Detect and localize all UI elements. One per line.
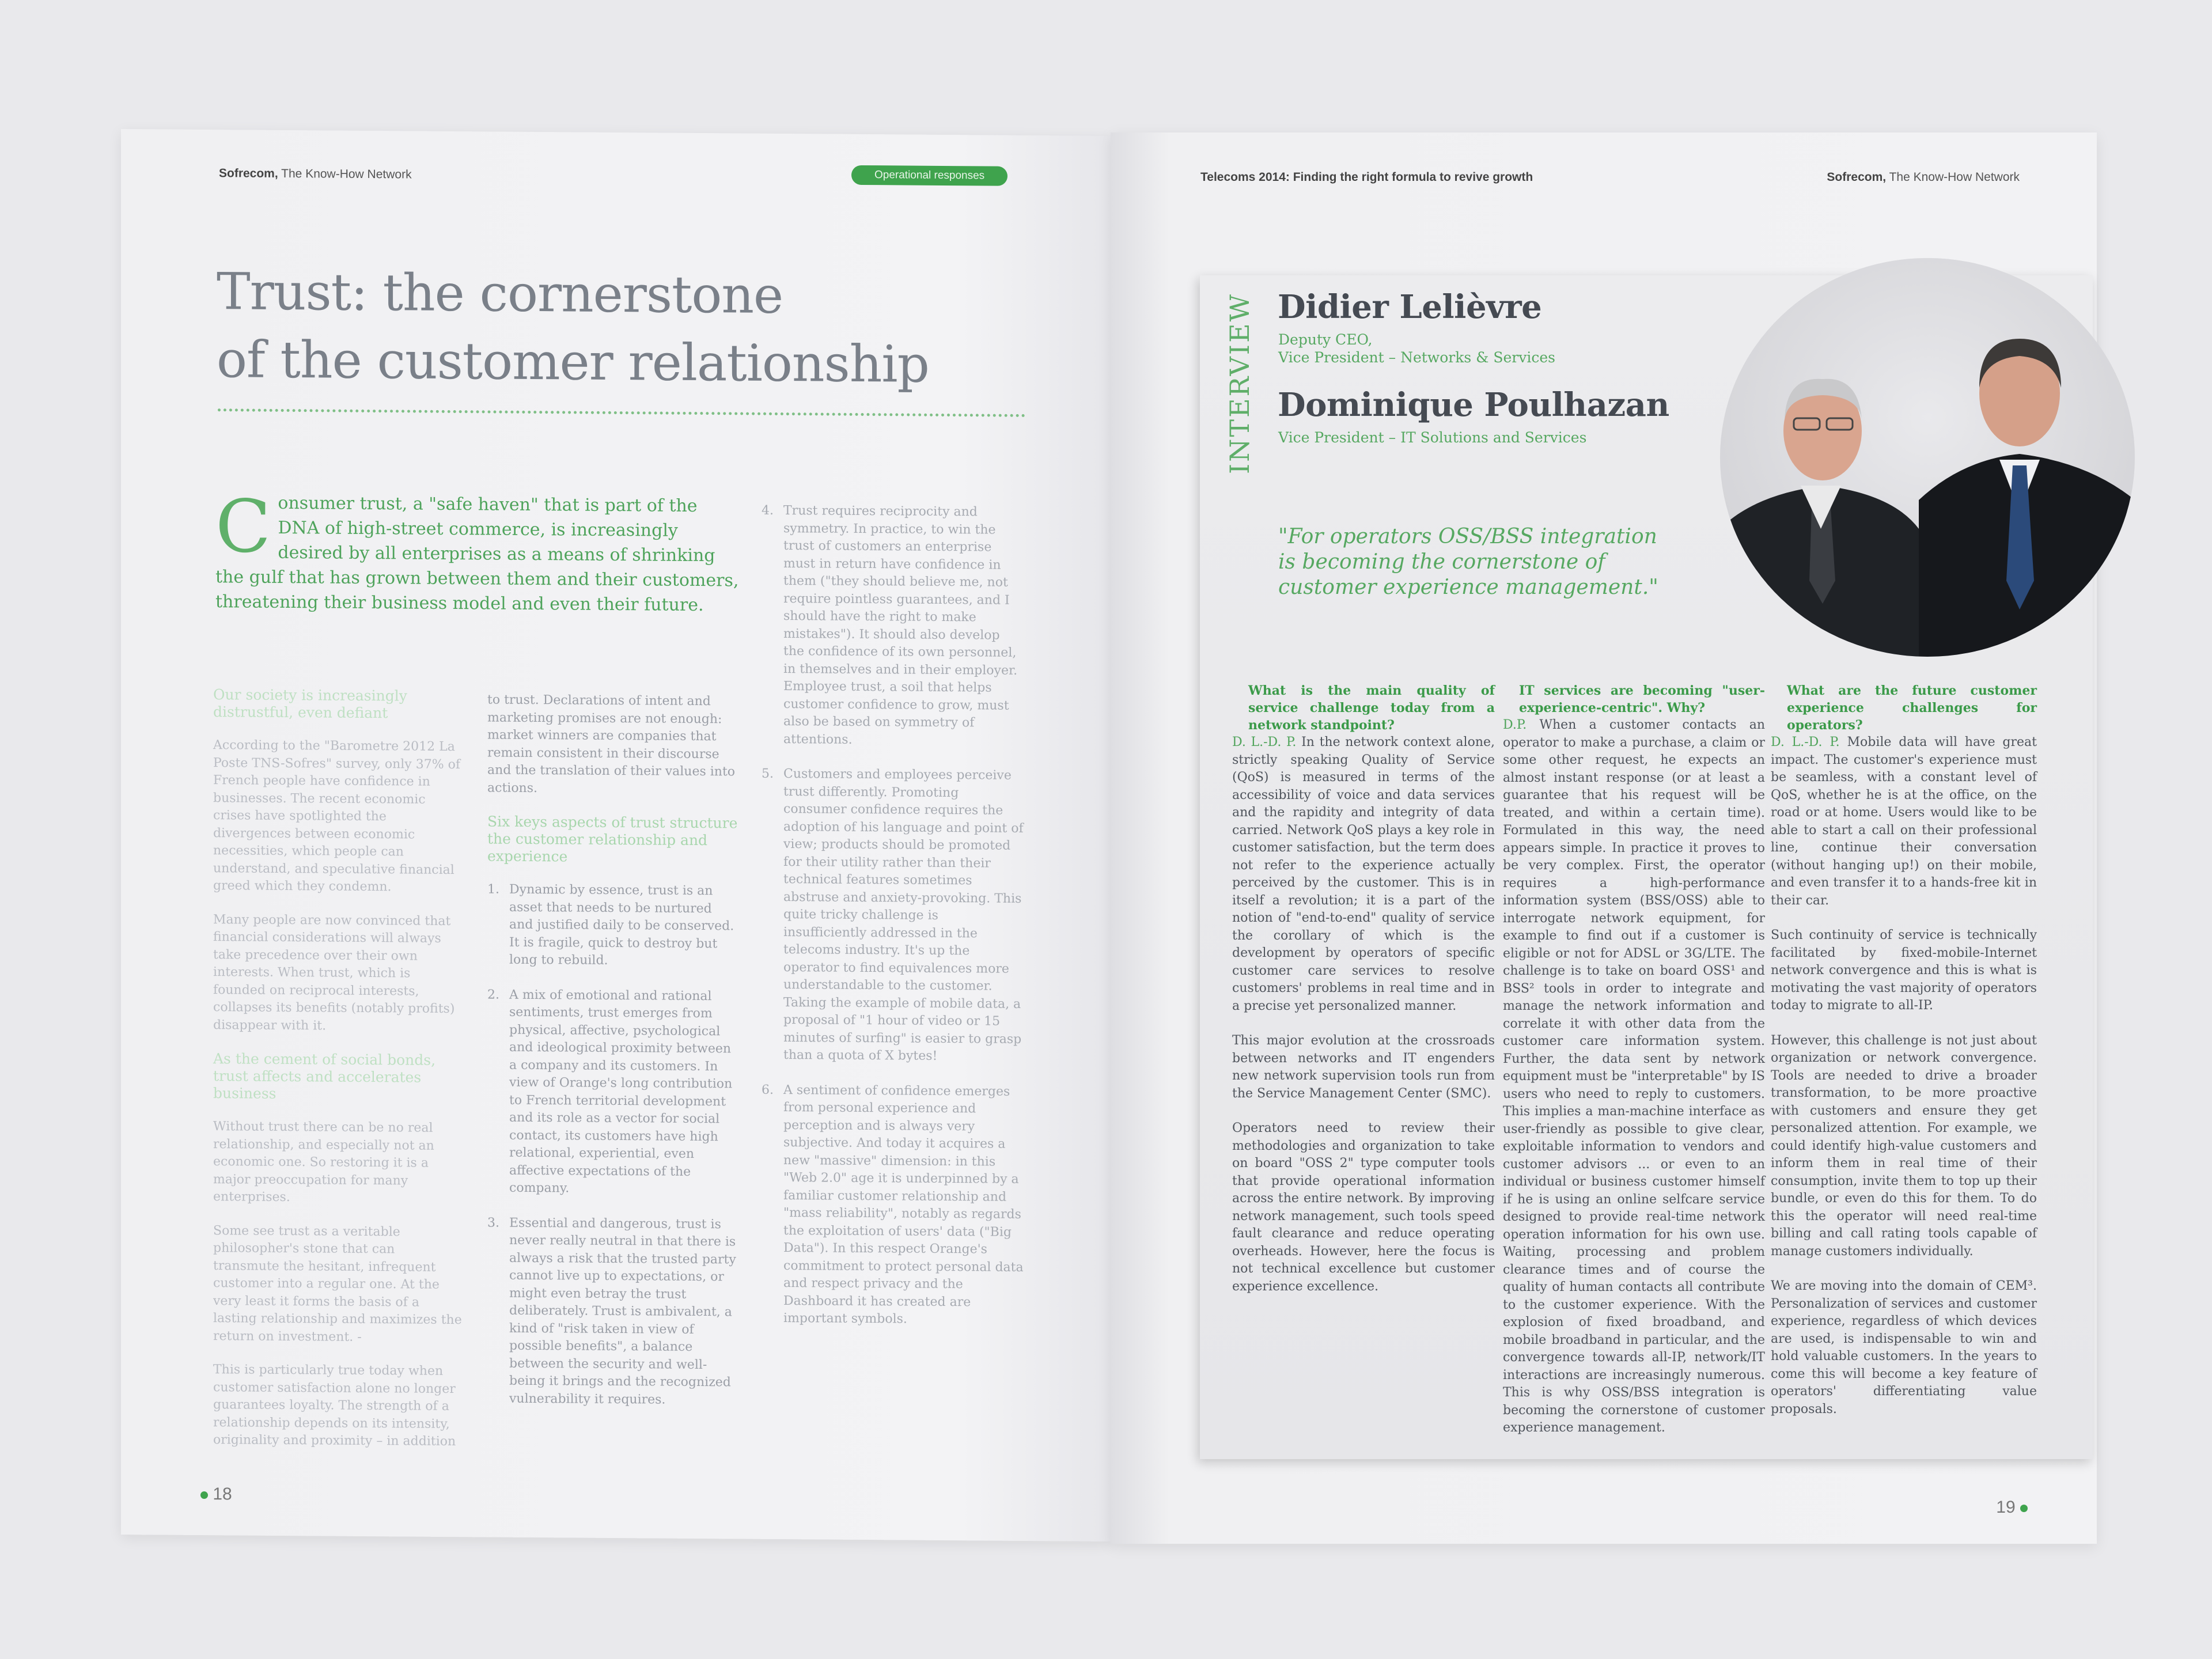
person2-name: Dominique Poulhazan bbox=[1278, 386, 1669, 424]
question: IT services are becoming "user-experience-centric". Why? bbox=[1519, 683, 1765, 715]
list-item: 2. A mix of emotional and rational sentiments, trust emerges from physical, affective, psychological and ideological proximity between a company and its customers. In view of Orange's long contribution to French territorial development and its role as a vector for social contact, its customers have high relational, experiential, even affective expectations of the company. bbox=[487, 987, 733, 1196]
person2-role: Vice President – IT Solutions and Services bbox=[1278, 429, 1587, 446]
page-number-left: 18 bbox=[200, 1484, 232, 1504]
subheading: As the cement of social bonds, trust affects and accelerates business bbox=[213, 1050, 436, 1102]
person1-name: Didier Lelièvre bbox=[1278, 288, 1542, 326]
question: What is the main quality of service challenge today from a network standpoint? bbox=[1248, 683, 1495, 733]
paragraph: We are moving into the domain of CEM³. Personalization of services and customer experience, regardless of which devices are used, is indispensable to win and hold valuable customers. In the years to come this will become a key feature of operators' differentiating value proposals. bbox=[1771, 1279, 2037, 1416]
lead-paragraph: Consumer trust, a "safe haven" that is part of the DNA of high-street commerce, is increasingly desired by all enterprises as a means of shrinking the gulf that has grown between them and their customers, threatening their business model and even their future. bbox=[215, 484, 739, 616]
paragraph: Without trust there can be no real relationship, and especially not an economic one. So restoring it is a major preoccupation for many enterprises. bbox=[213, 1119, 434, 1205]
title-divider bbox=[218, 408, 1025, 417]
left-column-3 bbox=[762, 502, 1024, 1347]
green-dot-icon bbox=[2020, 1505, 2028, 1512]
paragraph: This major evolution at the crossroads between networks and IT engenders new network supervision tools run from the Service Management Center (SMC). bbox=[1232, 1033, 1495, 1101]
interview-column-1 bbox=[1232, 682, 1495, 1313]
right-header-left: Telecoms 2014: Finding the right formula to revive growth bbox=[1200, 171, 1533, 184]
answer: D. L.-D. P. Mobile data will have great impact. The customer's experience must be seamless, with a constant level of QoS, whether he is at the office, on the road or at home. Users would like to be able to start a call on their professional line, continue their conversation (without hanging up!) on their mobile, and even transfer it to a hands-free kit in their car. bbox=[1771, 735, 2037, 908]
portrait-photo bbox=[1720, 258, 2135, 657]
paragraph: This is particularly true today when customer satisfaction alone no longer guarantees loyalty. The strength of a relationship depends on its intensity, originality and proximity – in addition bbox=[213, 1362, 456, 1449]
left-column-2 bbox=[487, 691, 738, 1426]
drop-cap: C bbox=[215, 484, 271, 569]
subheading: Our society is increasingly distrustful, even defiant bbox=[213, 686, 407, 722]
list-item: 6. A sentiment of confidence emerges from personal experience and perception and is always very subjective. And today it acquires a new "massive" dimension: in this "Web 2.0" age it is underpinned by a familiar customer relationship and "mass reliability", notably as regards the exploitation of users' data ("Big Data"). In this respect Orange's commitment to protect personal data and respect privacy and the Dashboard it has created are important symbols. bbox=[762, 1082, 1024, 1327]
list-item: 4. Trust requires reciprocity and symmetry. In practice, to win the trust of customers an enterprise must in return have confidence in them ("they should believe me, not require pointless guarantees, and I should have the right to make mistakes"). It should also develop the confidence of its own personnel, in themselves and in their employer. Employee trust, a soil that helps customer confidence to grow, must also be based on symmetry of attentions. bbox=[762, 503, 1018, 747]
paragraph: Some see trust as a veritable philosopher's stone that can transmute the hesitant, infrequent customer into a regular one. At the very least it forms the basis of a lasting relationship and maximizes the return on investment. - bbox=[213, 1223, 462, 1344]
paragraph: Operators need to review their methodologies and organization to take on board "OSS 2" type computer tools that provide operational information across the entire network. By improving network management, such tools speed fault clearance and reduce operating overheads. However, here the focus is not technical excellence but customer experience excellence. bbox=[1232, 1121, 1495, 1294]
interview-column-2 bbox=[1503, 682, 1765, 1455]
left-page bbox=[121, 129, 1111, 1541]
list-item: 1. Dynamic by essence, trust is an asset that needs to be nurtured and justified daily to be conserved. It is fragile, quick to destroy but long to rebuild. bbox=[487, 882, 734, 968]
answer: D.P. When a customer contacts an operator to make a purchase, a claim or some other request, he expects an almost instant response (or at least a guarantee that his request will be treated, and within a certain time). Formulated in this way, the need appears simple. In practice it proves to be very complex. First, the operator requires a high-performance information system (BSS/OSS) able to interrogate network equipment, for example to find out if a customer is eligible or not for ADSL or 3G/LTE. The challenge is to take on board OSS¹ and BSS² tools in order to integrate and manage the network information and correlate it with other data from the customer care information system. Further, the data sent by network equipment must be "interpretable" by IS users who need to reply to customers. This implies a man-machine interface as user-friendly as possible to give clear, exploitable information to vendors and customer advisors ... or even to an individual or business customer himself if he is using an online selfcare service designed to provide real-time network operation information for his own use. Waiting, processing and problem clearance times and of course the quality of human contacts all contribute to the customer experience. With the explosion of fixed broadband, and mobile broadband in particular, and the convergence towards all-IP, network/IT interactions are increasingly numerous. This is why OSS/BSS integration is becoming the cornerstone of customer experience management. bbox=[1503, 718, 1765, 1435]
list-item: 3. Essential and dangerous, trust is never really neutral in that there is always a risk that the trusted party cannot live up to expectations, or might even betray the trust deliberately. Trust is ambivalent, a kind of "risk taken in view of possible benefits", a balance between the security and well-being it brings and the recognized vulnerability it requires. bbox=[487, 1215, 736, 1407]
paragraph: to trust. Declarations of intent and marketing promises are not enough: market winners are companies that remain consistent in their discourse and the translation of their values into actions. bbox=[487, 692, 736, 796]
answer: D. L.-D. P. In the network context alone, strictly speaking Quality of Service (QoS) is measured in terms of the accessibility of voice and data services and the rapidity and integrity of data carried. Network QoS plays a key role in customer satisfaction, but the term does not refer to the experience actually perceived by the customer. This is in itself a revolution; it is a part of the notion of "end-to-end" quality of service the corollary of which is the development by operators of specific customer care services to resolve customers' problems in real time and in a precise yet personalized manner. bbox=[1232, 735, 1495, 1013]
page-number-right: 19 bbox=[1996, 1498, 2028, 1517]
interview-panel bbox=[1200, 275, 2093, 1459]
left-header: Sofrecom, The Know-How Network bbox=[219, 166, 412, 181]
interview-label: INTERVIEW bbox=[1224, 293, 1255, 474]
paragraph: According to the "Barometre 2012 La Poste TNS-Sofres" survey, only 37% of French people have confidence in businesses. The recent economic crises have spotlighted the divergences between economic necessities, which people can understand, and speculative financial greed which they condemn. bbox=[213, 738, 460, 895]
section-pill: Operational responses bbox=[851, 165, 1007, 186]
right-header-right: Sofrecom, The Know-How Network bbox=[1827, 171, 2020, 184]
list-item: 5. Customers and employees perceive trust differently. Promoting consumer confidence requires the adoption of his language and point of view; products should be promoted for their utility rather than their technical features sometimes abstruse and anxiety-provoking. This quite tricky challenge is insufficiently addressed in the telecoms industry. It's up the operator to find equivalences more understandable to the customer. Taking the example of mobile data, a proposal of "1 hour of video or 15 minutes of surfing" is easier to grasp than a quota of X bytes! bbox=[762, 766, 1024, 1063]
person1-role: Deputy CEO, Vice President – Networks & Services bbox=[1278, 331, 1555, 366]
pull-quote: "For operators OSS/BSS integration is becoming the cornerstone of customer experience management." bbox=[1278, 525, 1658, 599]
two-men-portrait-icon bbox=[1720, 258, 2135, 657]
question: What are the future customer experience challenges for operators? bbox=[1787, 683, 2037, 733]
subheading: Six keys aspects of trust structure the customer relationship and experience bbox=[487, 813, 738, 865]
left-column-1 bbox=[213, 686, 464, 1467]
green-dot-icon bbox=[200, 1491, 208, 1499]
article-title: Trust: the cornerstone of the customer relationship bbox=[217, 262, 929, 394]
interview-column-3 bbox=[1771, 682, 2037, 1435]
paragraph: However, this challenge is not just about organization or network convergence. Tools are needed to drive a broader transformation, to be more proactive with customers and ensure they get personalized attention. For example, we could identify high-value customers and inform them in real time of their consumption, invite them to top up their bundle, or even do this for them. To do this the operator will need real-time billing and call rating tools capable of manage customers individually. bbox=[1771, 1033, 2037, 1259]
paragraph: Many people are now convinced that financial considerations will always take precedence over their own interests. When trust, which is founded on reciprocal interests, collapses its benefits (notably profits) disappear with it. bbox=[213, 912, 455, 1033]
paragraph: Such continuity of service is technically facilitated by fixed-mobile-Internet network convergence and this is what is motivating the vast majority of operators today to migrate to all-IP. bbox=[1771, 928, 2037, 1013]
